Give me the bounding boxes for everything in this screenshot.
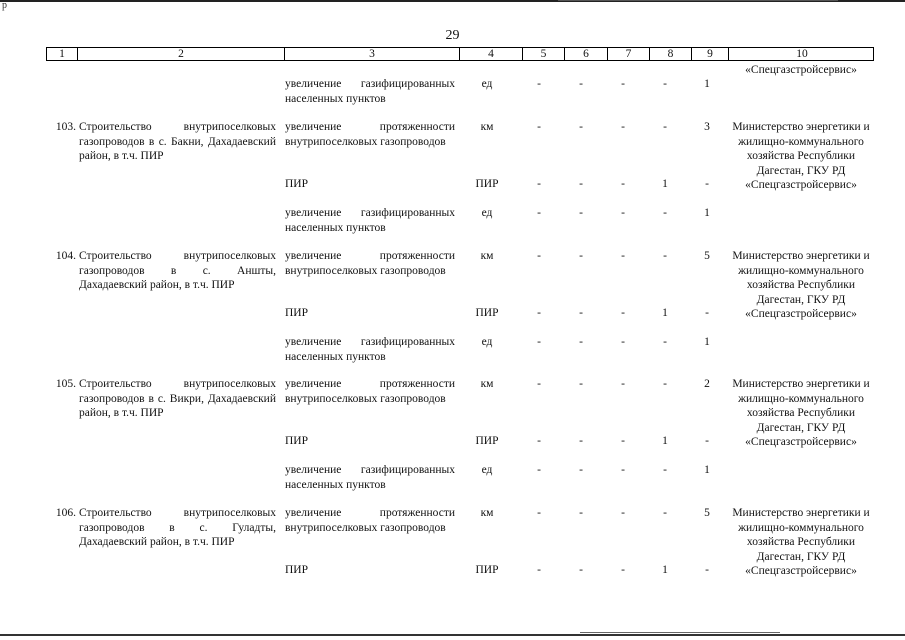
header-col-4: 4 <box>460 48 523 60</box>
value-col-6: - <box>579 435 583 447</box>
indicator-text: увеличение протяженности внутрипоселковых газопроводов <box>285 250 455 277</box>
value-col-6: - <box>579 564 583 576</box>
header-col-10: 10 <box>796 48 808 60</box>
header-col-9: 9 <box>692 48 729 60</box>
value-col-9: 1 <box>704 207 710 219</box>
unit-cell: км <box>480 507 494 519</box>
value-col-8: 1 <box>662 435 668 447</box>
value-col-9: 1 <box>704 336 710 348</box>
value-col-9: 5 <box>704 250 710 262</box>
indicator-text: увеличение протяженности внутрипоселковых газопроводов <box>285 507 455 534</box>
value-col-7: - <box>621 178 625 190</box>
value-col-8: - <box>663 207 667 219</box>
indicator-text: увеличение газифицированных населенных пунктов <box>285 78 455 105</box>
value-col-8: - <box>663 121 667 133</box>
value-col-7: - <box>621 564 625 576</box>
unit-cell: км <box>480 121 494 133</box>
value-col-9: 5 <box>704 507 710 519</box>
indicator-text: увеличение газифицированных населенных пунктов <box>285 464 455 491</box>
value-col-6: - <box>579 307 583 319</box>
value-col-6: - <box>579 121 583 133</box>
corner-mark: р <box>2 0 7 11</box>
value-col-7: - <box>621 378 625 390</box>
value-col-6: - <box>579 507 583 519</box>
indicator-text: ПИР <box>285 307 309 319</box>
row-number: 106. <box>55 507 76 519</box>
header-col-6: 6 <box>565 48 608 60</box>
value-col-5: - <box>537 121 541 133</box>
value-col-8: 1 <box>662 307 668 319</box>
unit-cell: ед <box>481 78 493 90</box>
value-col-6: - <box>579 250 583 262</box>
unit-cell: км <box>480 250 494 262</box>
row-number: 105. <box>55 378 76 390</box>
value-col-8: - <box>663 464 667 476</box>
value-col-8: 1 <box>662 564 668 576</box>
top-scan-line-secondary <box>558 0 838 1</box>
value-col-5: - <box>537 78 541 90</box>
value-col-6: - <box>579 378 583 390</box>
value-col-7: - <box>621 435 625 447</box>
value-col-8: - <box>663 250 667 262</box>
value-col-7: - <box>621 507 625 519</box>
value-col-9: - <box>705 435 709 447</box>
value-col-5: - <box>537 250 541 262</box>
unit-cell: ед <box>481 464 493 476</box>
page-number: 29 <box>445 28 460 43</box>
executor-text: Министерство энергетики и жилищно-коммунального хозяйства Республики Дагестан, ГКУ РД «Спецгазстройсервис» <box>732 378 870 448</box>
value-col-5: - <box>537 307 541 319</box>
value-col-9: 2 <box>704 378 710 390</box>
value-col-6: - <box>579 78 583 90</box>
indicator-text: ПИР <box>285 435 309 447</box>
table-header <box>46 47 874 61</box>
object-name: Строительство внутрипоселковых газопроводов в с. Бакни, Дахадаевский район, в т.ч. ПИР <box>79 121 276 162</box>
unit-cell: км <box>480 378 494 390</box>
value-col-7: - <box>621 464 625 476</box>
value-col-6: - <box>579 464 583 476</box>
unit-cell: ПИР <box>475 307 499 319</box>
value-col-7: - <box>621 250 625 262</box>
value-col-7: - <box>621 121 625 133</box>
executor-text: Министерство энергетики и жилищно-коммунального хозяйства Республики Дагестан, ГКУ РД «Спецгазстройсервис» <box>732 507 870 577</box>
executor-text: Министерство энергетики и жилищно-коммунального хозяйства Республики Дагестан, ГКУ РД «Спецгазстройсервис» <box>732 250 870 320</box>
header-col-1: 1 <box>47 48 78 60</box>
value-col-7: - <box>621 207 625 219</box>
unit-cell: ПИР <box>475 435 499 447</box>
indicator-text: увеличение протяженности внутрипоселковых газопроводов <box>285 378 455 405</box>
value-col-8: 1 <box>662 178 668 190</box>
value-col-5: - <box>537 178 541 190</box>
object-name: Строительство внутрипоселковых газопроводов в с. Аншты, Дахадаевский район, в т.ч. ПИР <box>79 250 276 291</box>
indicator-text: увеличение газифицированных населенных пунктов <box>285 336 455 363</box>
value-col-6: - <box>579 207 583 219</box>
value-col-9: - <box>705 307 709 319</box>
executor-tail: «Спецгазстройсервис» <box>745 64 857 76</box>
bottom-scan-line-secondary <box>580 632 780 633</box>
value-col-7: - <box>621 307 625 319</box>
unit-cell: ед <box>481 207 493 219</box>
header-col-7: 7 <box>608 48 650 60</box>
value-col-5: - <box>537 336 541 348</box>
unit-cell: ПИР <box>475 564 499 576</box>
value-col-8: - <box>663 336 667 348</box>
executor-text: Министерство энергетики и жилищно-коммунального хозяйства Республики Дагестан, ГКУ РД «Спецгазстройсервис» <box>732 121 870 191</box>
indicator-text: увеличение газифицированных населенных пунктов <box>285 207 455 234</box>
indicator-text: ПИР <box>285 178 309 190</box>
value-col-6: - <box>579 336 583 348</box>
bottom-scan-line <box>0 634 905 636</box>
value-col-9: 3 <box>704 121 710 133</box>
header-col-5: 5 <box>523 48 565 60</box>
header-col-8: 8 <box>650 48 692 60</box>
header-col-2: 2 <box>78 48 285 60</box>
value-col-6: - <box>579 178 583 190</box>
value-col-8: - <box>663 78 667 90</box>
value-col-5: - <box>537 435 541 447</box>
value-col-5: - <box>537 378 541 390</box>
value-col-5: - <box>537 564 541 576</box>
value-col-5: - <box>537 207 541 219</box>
indicator-text: увеличение протяженности внутрипоселковых газопроводов <box>285 121 455 148</box>
value-col-9: - <box>705 564 709 576</box>
value-col-5: - <box>537 464 541 476</box>
unit-cell: ед <box>481 336 493 348</box>
header-col-3: 3 <box>285 48 460 60</box>
unit-cell: ПИР <box>475 178 499 190</box>
value-col-9: 1 <box>704 78 710 90</box>
value-col-5: - <box>537 507 541 519</box>
object-name: Строительство внутрипоселковых газопроводов в с. Гуладты, Дахадаевский район, в т.ч. ПИР <box>79 507 276 548</box>
row-number: 103. <box>55 121 76 133</box>
indicator-text: ПИР <box>285 564 309 576</box>
value-col-7: - <box>621 78 625 90</box>
value-col-7: - <box>621 336 625 348</box>
object-name: Строительство внутрипоселковых газопроводов в с. Викри, Дахадаевский район, в т.ч. ПИР <box>79 378 276 419</box>
row-number: 104. <box>55 250 76 262</box>
value-col-8: - <box>663 378 667 390</box>
value-col-8: - <box>663 507 667 519</box>
value-col-9: 1 <box>704 464 710 476</box>
value-col-9: - <box>705 178 709 190</box>
